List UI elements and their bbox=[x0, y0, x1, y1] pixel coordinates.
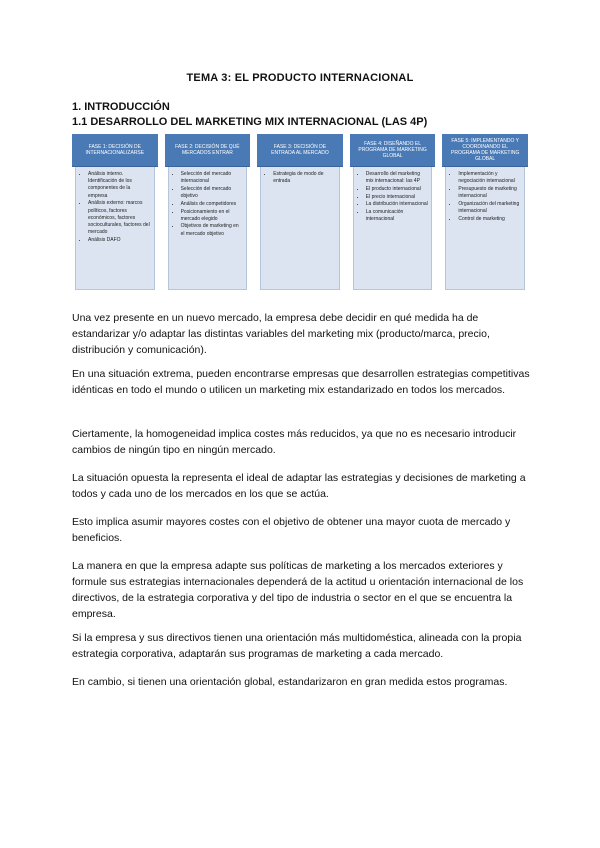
body-paragraph: Una vez presente en un nuevo mercado, la empresa debe decidir en qué medida ha de estandarizar y/o adaptar las distintas variables del marketing mix (producto/marca, precio, distribución y comunicación). bbox=[72, 312, 490, 356]
document-title: TEMA 3: EL PRODUCTO INTERNACIONAL bbox=[186, 72, 414, 84]
phase-item: • El producto internacional bbox=[366, 186, 429, 193]
phase-content bbox=[445, 167, 525, 290]
body-paragraph: Ciertamente, la homogeneidad implica costes más reducidos, ya que no es necesario introducir cambios de ningún tipo en ningún mercado. bbox=[72, 428, 517, 456]
phase-item: • Posicionamiento en el mercado elegido bbox=[181, 209, 244, 223]
body-paragraph: La situación opuesta la representa el ideal de adaptar las estrategias y decisiones de marketing a todos y cada uno de los mercados en los que se actúa. bbox=[72, 472, 526, 500]
phase-item: • Análisis interno. Identificación de los componentes de la empresa bbox=[88, 171, 151, 200]
phase-title: FASE 2: DECISIÓN DE QUÉ MERCADOS ENTRAR bbox=[165, 134, 251, 167]
phase-1 bbox=[72, 134, 158, 290]
body-paragraph: Esto implica asumir mayores costes con el objetivo de obtener una mayor cuota de mercado y beneficios. bbox=[72, 516, 511, 544]
phase-item: • Análisis externo: marcos políticos, factores económicos, factores socioculturales, factores del mercado bbox=[88, 200, 151, 236]
phase-4 bbox=[350, 134, 436, 290]
body-paragraph: Si la empresa y sus directivos tienen una orientación más multidoméstica, alineada con la propia estrategia corporativa, adaptarán sus programas de marketing a cada mercado. bbox=[72, 632, 522, 660]
phase-item: • La comunicación internacional bbox=[366, 209, 429, 223]
phase-title: FASE 1: DECISIÓN DE INTERNACIONALIZARSE bbox=[72, 134, 158, 167]
phase-item: • Presupuesto de marketing internacional bbox=[458, 186, 521, 200]
phase-3 bbox=[257, 134, 343, 290]
phase-content bbox=[260, 167, 340, 290]
phase-item: • Implementación y negociación internacional bbox=[458, 171, 521, 185]
phase-item: • Desarrollo del marketing mix internacional: las 4P bbox=[366, 171, 429, 185]
body-paragraph: En una situación extrema, pueden encontrarse empresas que desarrollen estrategias competitivas idénticas en todo el mundo o utilicen un marketing mix estandarizado en todos los mercados. bbox=[72, 368, 530, 396]
phase-item: • El precio internacional bbox=[366, 194, 429, 201]
phase-item: • Objetivos de marketing en el mercado objetivo bbox=[181, 223, 244, 237]
phase-item: • Análisis de competidores bbox=[181, 201, 244, 208]
phase-content bbox=[168, 167, 248, 290]
phase-item: • Selección del mercado internacional bbox=[181, 171, 244, 185]
body-paragraph: La manera en que la empresa adapte sus políticas de marketing a los mercados exteriores y formule sus estrategias internacionales dependerá de la actitud u orientación internacional de los directivos, de la estrategia corporativa y del tipo de industria o sector en el que se encuentra la empresa. bbox=[72, 560, 524, 620]
phase-content bbox=[353, 167, 433, 290]
phase-item: • Estrategia de modo de entrada bbox=[273, 171, 336, 185]
phase-title: FASE 5: IMPLEMENTANDO Y COORDINANDO EL PROGRAMA DE MARKETING GLOBAL bbox=[442, 134, 528, 167]
phase-5 bbox=[442, 134, 528, 290]
body-paragraph: En cambio, si tienen una orientación global, estandarizaron en gran medida estos programas. bbox=[72, 676, 508, 688]
phase-item: • La distribución internacional bbox=[366, 201, 429, 208]
phase-2 bbox=[165, 134, 251, 290]
phase-title: FASE 3: DECISIÓN DE ENTRADA AL MERCADO bbox=[257, 134, 343, 167]
phase-item: • Análisis DAFO bbox=[88, 237, 151, 244]
phase-item: • Selección del mercado objetivo bbox=[181, 186, 244, 200]
phase-item: • Organización del marketing internacional bbox=[458, 201, 521, 215]
phase-title: FASE 4: DISEÑANDO EL PROGRAMA DE MARKETING GLOBAL bbox=[350, 134, 436, 167]
section-heading-introduction: 1. INTRODUCCIÓN bbox=[72, 101, 170, 113]
phase-content bbox=[75, 167, 155, 290]
phase-item: • Control de marketing bbox=[458, 216, 521, 223]
marketing-phases-diagram bbox=[72, 134, 528, 290]
section-heading-marketing-mix: 1.1 DESARROLLO DEL MARKETING MIX INTERNACIONAL (LAS 4P) bbox=[72, 116, 428, 128]
